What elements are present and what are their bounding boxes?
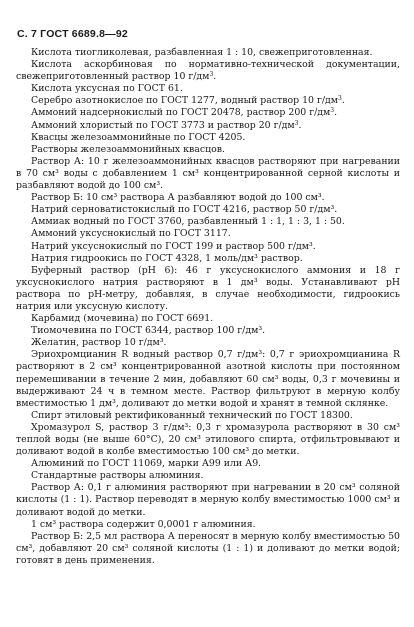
paragraph-text: Натрия гидроокись по ГОСТ 4328, 1 моль/дм³ раствор. [31, 252, 303, 264]
paragraph-text: Раствор А: 0,1 г алюминия растворяют при нагревании в 20 см³ соляной кислоты (1 : 1). Раствор переводят в мерную колбу вместимостью 1000 см³ и доливают водой до метки. [16, 482, 400, 518]
superscript: 3 [294, 119, 299, 127]
paragraph [16, 144, 400, 156]
paragraph-tail: . [341, 95, 345, 107]
paragraph [16, 349, 400, 409]
paragraph-text: Кислота аскорбиновая по нормативно-технической документации, свежеприготовленный раствор 10 г/дм [16, 59, 400, 83]
paragraph-text: Раствор Б: 2,5 мл раствора А переносят в мерную колбу вместимостью 50 см³, добавляют 20 см³ соляной кислоты (1 : 1) и доливают до метки водой; готовят в день применения. [16, 530, 400, 566]
paragraph [16, 531, 400, 567]
paragraph [16, 59, 400, 83]
paragraph-tail: . [298, 119, 302, 131]
paragraph [16, 47, 400, 59]
page-header: С. 7 ГОСТ 6689.8—92 [17, 28, 128, 40]
paragraph [16, 95, 400, 107]
paragraph-text: Стандартные растворы алюминия. [31, 470, 204, 482]
paragraph-text: Натрий сернoватистокислый по ГОСТ 4216, раствор 50 г/дм³. [31, 204, 338, 216]
paragraph [16, 337, 400, 349]
paragraph-tail: . [213, 71, 217, 83]
paragraph [16, 241, 400, 253]
paragraph-tail: . [334, 107, 338, 119]
paragraph [16, 519, 400, 531]
superscript: 3 [338, 95, 342, 103]
paragraph [16, 410, 400, 422]
paragraph [16, 156, 400, 192]
superscript: 3 [209, 71, 214, 79]
paragraph-text: Серебро азотнокислое по ГОСТ 1277, водный раствор 10 г/дм [31, 95, 339, 107]
paragraph-text: Алюминий по ГОСТ 11069, марки А99 или А9. [31, 458, 262, 470]
paragraph [16, 422, 400, 458]
paragraph [16, 216, 400, 228]
paragraph [16, 132, 400, 144]
paragraph-text: Раствор Б: 10 см³ раствора А разбавляют водой до 100 см³. [31, 192, 325, 204]
paragraph-text: 1 см³ раствора содержит 0,0001 г алюминия. [31, 518, 256, 530]
paragraph [16, 458, 400, 470]
superscript: 3 [330, 107, 335, 115]
paragraph [16, 470, 400, 482]
paragraph-text: Эриохромцианин R водный раствор 0,7 г/дм³: 0,7 г эриохромцианина R растворяют в 2 см³ концентрированной азотной кислоты при постоянном перемешивании в течение 2 мин, добавляют 60 см³ воды, 0,3 г мочевины и выдерживают 24 ч в темном месте. Раствор фильтруют в мерную колбу вместимостью 1 дм³, доливают до метки водой и хранят в темной склянке. [16, 349, 400, 409]
document-body [16, 47, 400, 567]
paragraph [16, 83, 400, 95]
paragraph [16, 482, 400, 518]
paragraph-text: Натрий уксуснокислый по ГОСТ 199 и раствор 500 г/дм³. [31, 240, 316, 252]
paragraph-text: Желатин, раствор 10 г/дм³. [31, 337, 167, 349]
paragraph [16, 228, 400, 240]
paragraph-text: Раствор А: 10 г железоаммонийных квасцов растворяют при нагревании в 70 см³ воды с добавлением 1 см³ концентрированной серной кислоты и разбавляют водой до 100 см³. [16, 155, 400, 192]
paragraph [16, 107, 400, 119]
paragraph [16, 204, 400, 216]
paragraph-text: Карбамид (мочевина) по ГОСТ 6691. [31, 313, 214, 325]
paragraph [16, 265, 400, 313]
paragraph-text: Кислота тиогликолевая, разбавленная 1 : 10, свежеприготовленная. [31, 47, 373, 58]
paragraph-text: Квасцы железоаммонийные по ГОСТ 4205. [31, 131, 246, 143]
paragraph [16, 325, 400, 337]
paragraph-text: Растворы железоаммонийных квасцов. [31, 143, 225, 155]
paragraph-text: Аммоний надсернокислый по ГОСТ 20478, раствор 200 г/дм [31, 107, 331, 119]
paragraph [16, 313, 400, 325]
paragraph [16, 192, 400, 204]
paragraph-text: Буферный раствор (рН 6): 46 г уксуснокислого аммония и 18 г уксуснокислого натрия растворяют в 1 дм³ воды. Устанавливают рН раствора по рН-метру, добавляя, в случае необходимости, гидроокись натрия или уксусную кислоту. [16, 264, 400, 312]
paragraph-text: Аммоний хлористый по ГОСТ 3773 и раствор 20 г/дм [31, 119, 295, 131]
paragraph-text: Аммоний уксуснокислый по ГОСТ 3117. [31, 228, 231, 240]
paragraph-text: Аммиак водный по ГОСТ 3760, разбавленный 1 : 1, 1 : 3, 1 : 50. [31, 216, 345, 228]
paragraph-text: Спирт этиловый ректификованный технический по ГОСТ 18300. [31, 409, 353, 421]
paragraph-text: Тиомочевина по ГОСТ 6344, раствор 100 г/дм³. [31, 325, 266, 337]
paragraph [16, 120, 400, 132]
paragraph-text: Хромазурол S, раствор 3 г/дм³: 0,3 г хромазурола растворяют в 30 см³ теплой воды (не выше 60°С), 20 см³ этилового спирта, отфильтровывают и доливают водой в колбе вместимостью 100 см³ до метки. [16, 421, 400, 458]
paragraph-text: Кислота уксусная по ГОСТ 61. [31, 83, 183, 95]
paragraph [16, 253, 400, 265]
